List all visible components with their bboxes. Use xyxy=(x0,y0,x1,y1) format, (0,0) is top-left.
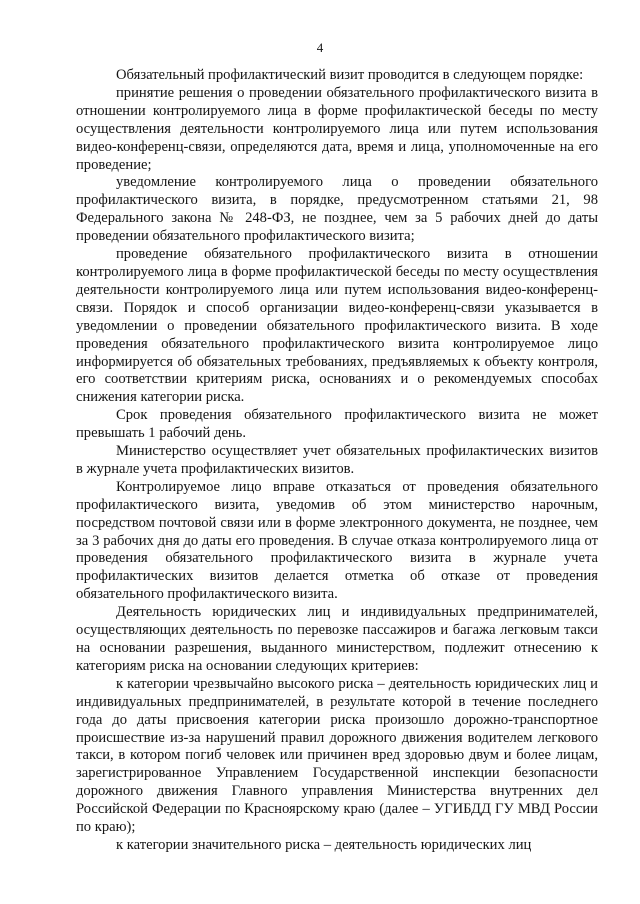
page-number: 4 xyxy=(316,40,324,55)
paragraph-visit-duration: Срок проведения обязательного профилактического визита не может превышать 1 рабочий день. xyxy=(76,407,598,442)
paragraph-risk-categories: Деятельность юридических лиц и индивидуальных предпринимателей, осуществляющих деятельность по перевозке пассажиров и багажа легковым такси на основании разрешения, выданного министерством, подлежит отнесению к категориям риска на основании следующих критериев: xyxy=(76,604,598,674)
paragraph-significant-risk: к категории значительного риска – деятельность юридических лиц xyxy=(116,836,532,853)
paragraph-refusal: Контролируемое лицо вправе отказаться от проведения обязательного профилактического визита, уведомив об этом министерство нарочным, посредством почтовой связи или в форме электронного документа, не позднее, чем за 3 рабочих дня до даты его проведения. В случае отказа контролируемого лица от проведения обязательного профилактического визита в журнале учета профилактических визитов делается отметка об отказе от проведения обязательного профилактического визита. xyxy=(76,478,598,603)
paragraph-conducting-visit: проведение обязательного профилактического визита в отношении контролируемого лица в форме профилактической беседы по месту осуществления деятельности контролируемого лица или путем использования видео-конференц-связи. Порядок и способ организации видео-конференц-связи указывается в уведомлении о проведении обязательного профилактического визита. В ходе проведения обязательного профилактического визита контролируемое лицо информируется об обязательных требованиях, предъявляемых к объекту контроля, его соответствии критериям риска, основаниях и о рекомендуемых способах снижения категории риска. xyxy=(76,246,598,406)
paragraph-extremely-high-risk: к категории чрезвычайно высокого риска – деятельность юридических лиц и индивидуальных предпринимателей, в результате которой в течение последнего года до даты присвоения категории риска произошло дорожно-транспортное происшествие из-за нарушений правил дорожного движения водителем легкового такси, в котором погиб человек или причинен вред здоровью двум и более лицам, зарегистрированное Управлением Государственной инспекции безопасности дорожного движения Главного управления Министерства внутренних дел Российской Федерации по Красноярскому краю (далее – УГИБДД ГУ МВД России по краю); xyxy=(76,675,598,836)
paragraph-visit-procedure: Обязательный профилактический визит проводится в следующем порядке: xyxy=(116,67,584,83)
paragraph-decision: принятие решения о проведении обязательного профилактического визита в отношении контролируемого лица в форме профилактической беседы по месту осуществления деятельности контролируемого лица или путем использования видео-конференц-связи, определяются дата, время и лица, уполномоченные на его проведение; xyxy=(76,84,598,173)
document-body xyxy=(76,67,598,855)
paragraph-visit-accounting: Министерство осуществляет учет обязательных профилактических визитов в журнале учета профилактических визитов. xyxy=(76,443,598,477)
paragraph-notification: уведомление контролируемого лица о проведении обязательного профилактического визита, в порядке, предусмотренном статьями 21, 98 Федерального закона № 248-ФЗ, не позднее, чем за 5 рабочих дней до даты проведении обязательного профилактического визита; xyxy=(76,174,598,245)
